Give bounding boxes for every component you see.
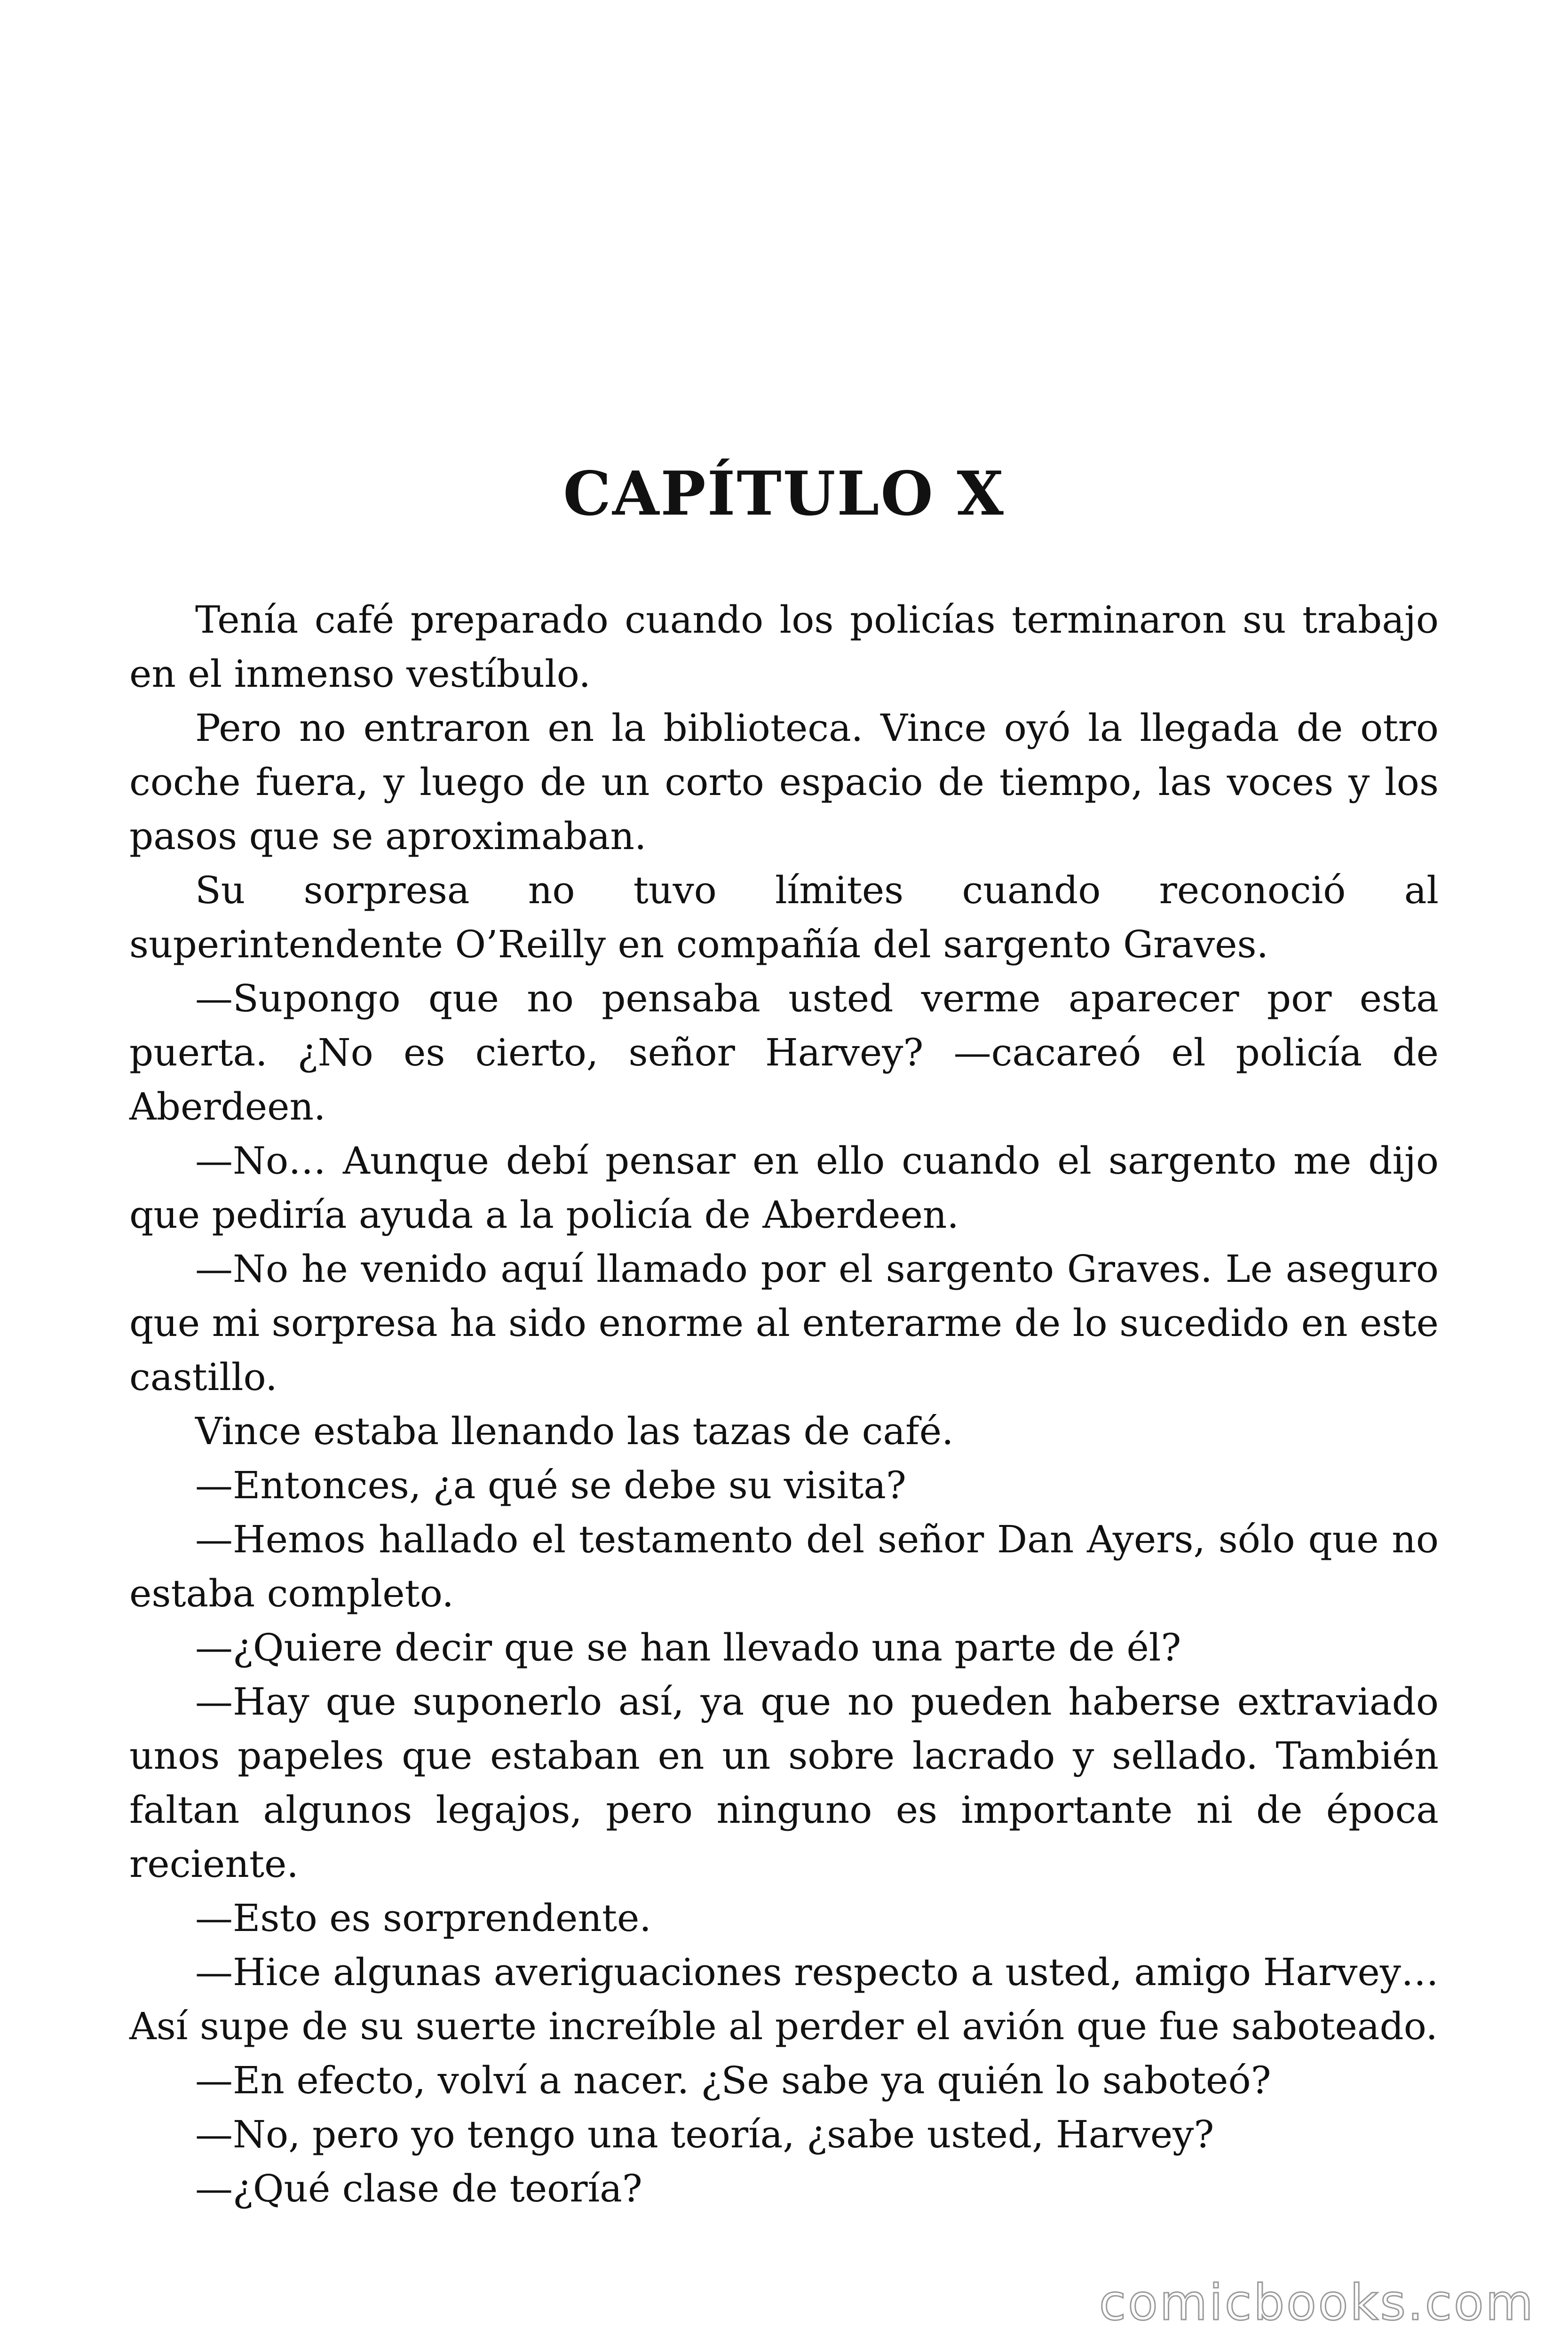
paragraph: —Supongo que no pensaba usted verme aparecer por esta puerta. ¿No es cierto, señor Harvey? —cacareó el policía de Aberdeen. [129,977,1439,1128]
paragraph: —No he venido aquí llamado por el sargento Graves. Le aseguro que mi sorpresa ha sido enorme al enterarme de lo sucedido en este castillo. [129,1247,1439,1399]
watermark: comicbooks.com [1099,2274,1535,2331]
paragraph: Vince estaba llenando las tazas de café. [195,1409,954,1453]
paragraph: —¿Qué clase de teoría? [195,2167,642,2210]
paragraph: —Entonces, ¿a qué se debe su visita? [195,1463,906,1507]
paragraph: —Esto es sorprendente. [195,1896,651,1940]
chapter-title: CAPÍTULO X [563,459,1005,529]
paragraph: Pero no entraron en la biblioteca. Vince oyó la llegada de otro coche fuera, y luego de un corto espacio de tiempo, las voces y los pasos que se aproximaban. [129,706,1439,858]
body-text [129,593,1439,2216]
paragraph: Tenía café preparado cuando los policías terminaron su trabajo en el inmenso vestíbulo. [129,598,1439,696]
paragraph: —En efecto, volví a nacer. ¿Se sabe ya quién lo saboteó? [195,2058,1271,2102]
paragraph: —Hemos hallado el testamento del señor Dan Ayers, sólo que no estaba completo. [129,1518,1439,1615]
paragraph: —Hice algunas averiguaciones respecto a usted, amigo Harvey… Así supe de su suerte increíble al perder el avión que fue saboteado. [129,1950,1439,2048]
paragraph: —Hay que suponerlo así, ya que no pueden haberse extraviado unos papeles que estaban en un sobre lacrado y sellado. También faltan algunos legajos, pero ninguno es importante ni de época reciente. [129,1680,1439,1886]
paragraph: —No, pero yo tengo una teoría, ¿sabe usted, Harvey? [195,2113,1214,2156]
paragraph: Su sorpresa no tuvo límites cuando reconoció al superintendente O’Reilly en compañía del sargento Graves. [129,868,1439,966]
paragraph: —¿Quiere decir que se han llevado una parte de él? [195,1626,1181,1669]
paragraph: —No… Aunque debí pensar en ello cuando el sargento me dijo que pediría ayuda a la policía de Aberdeen. [129,1139,1439,1237]
